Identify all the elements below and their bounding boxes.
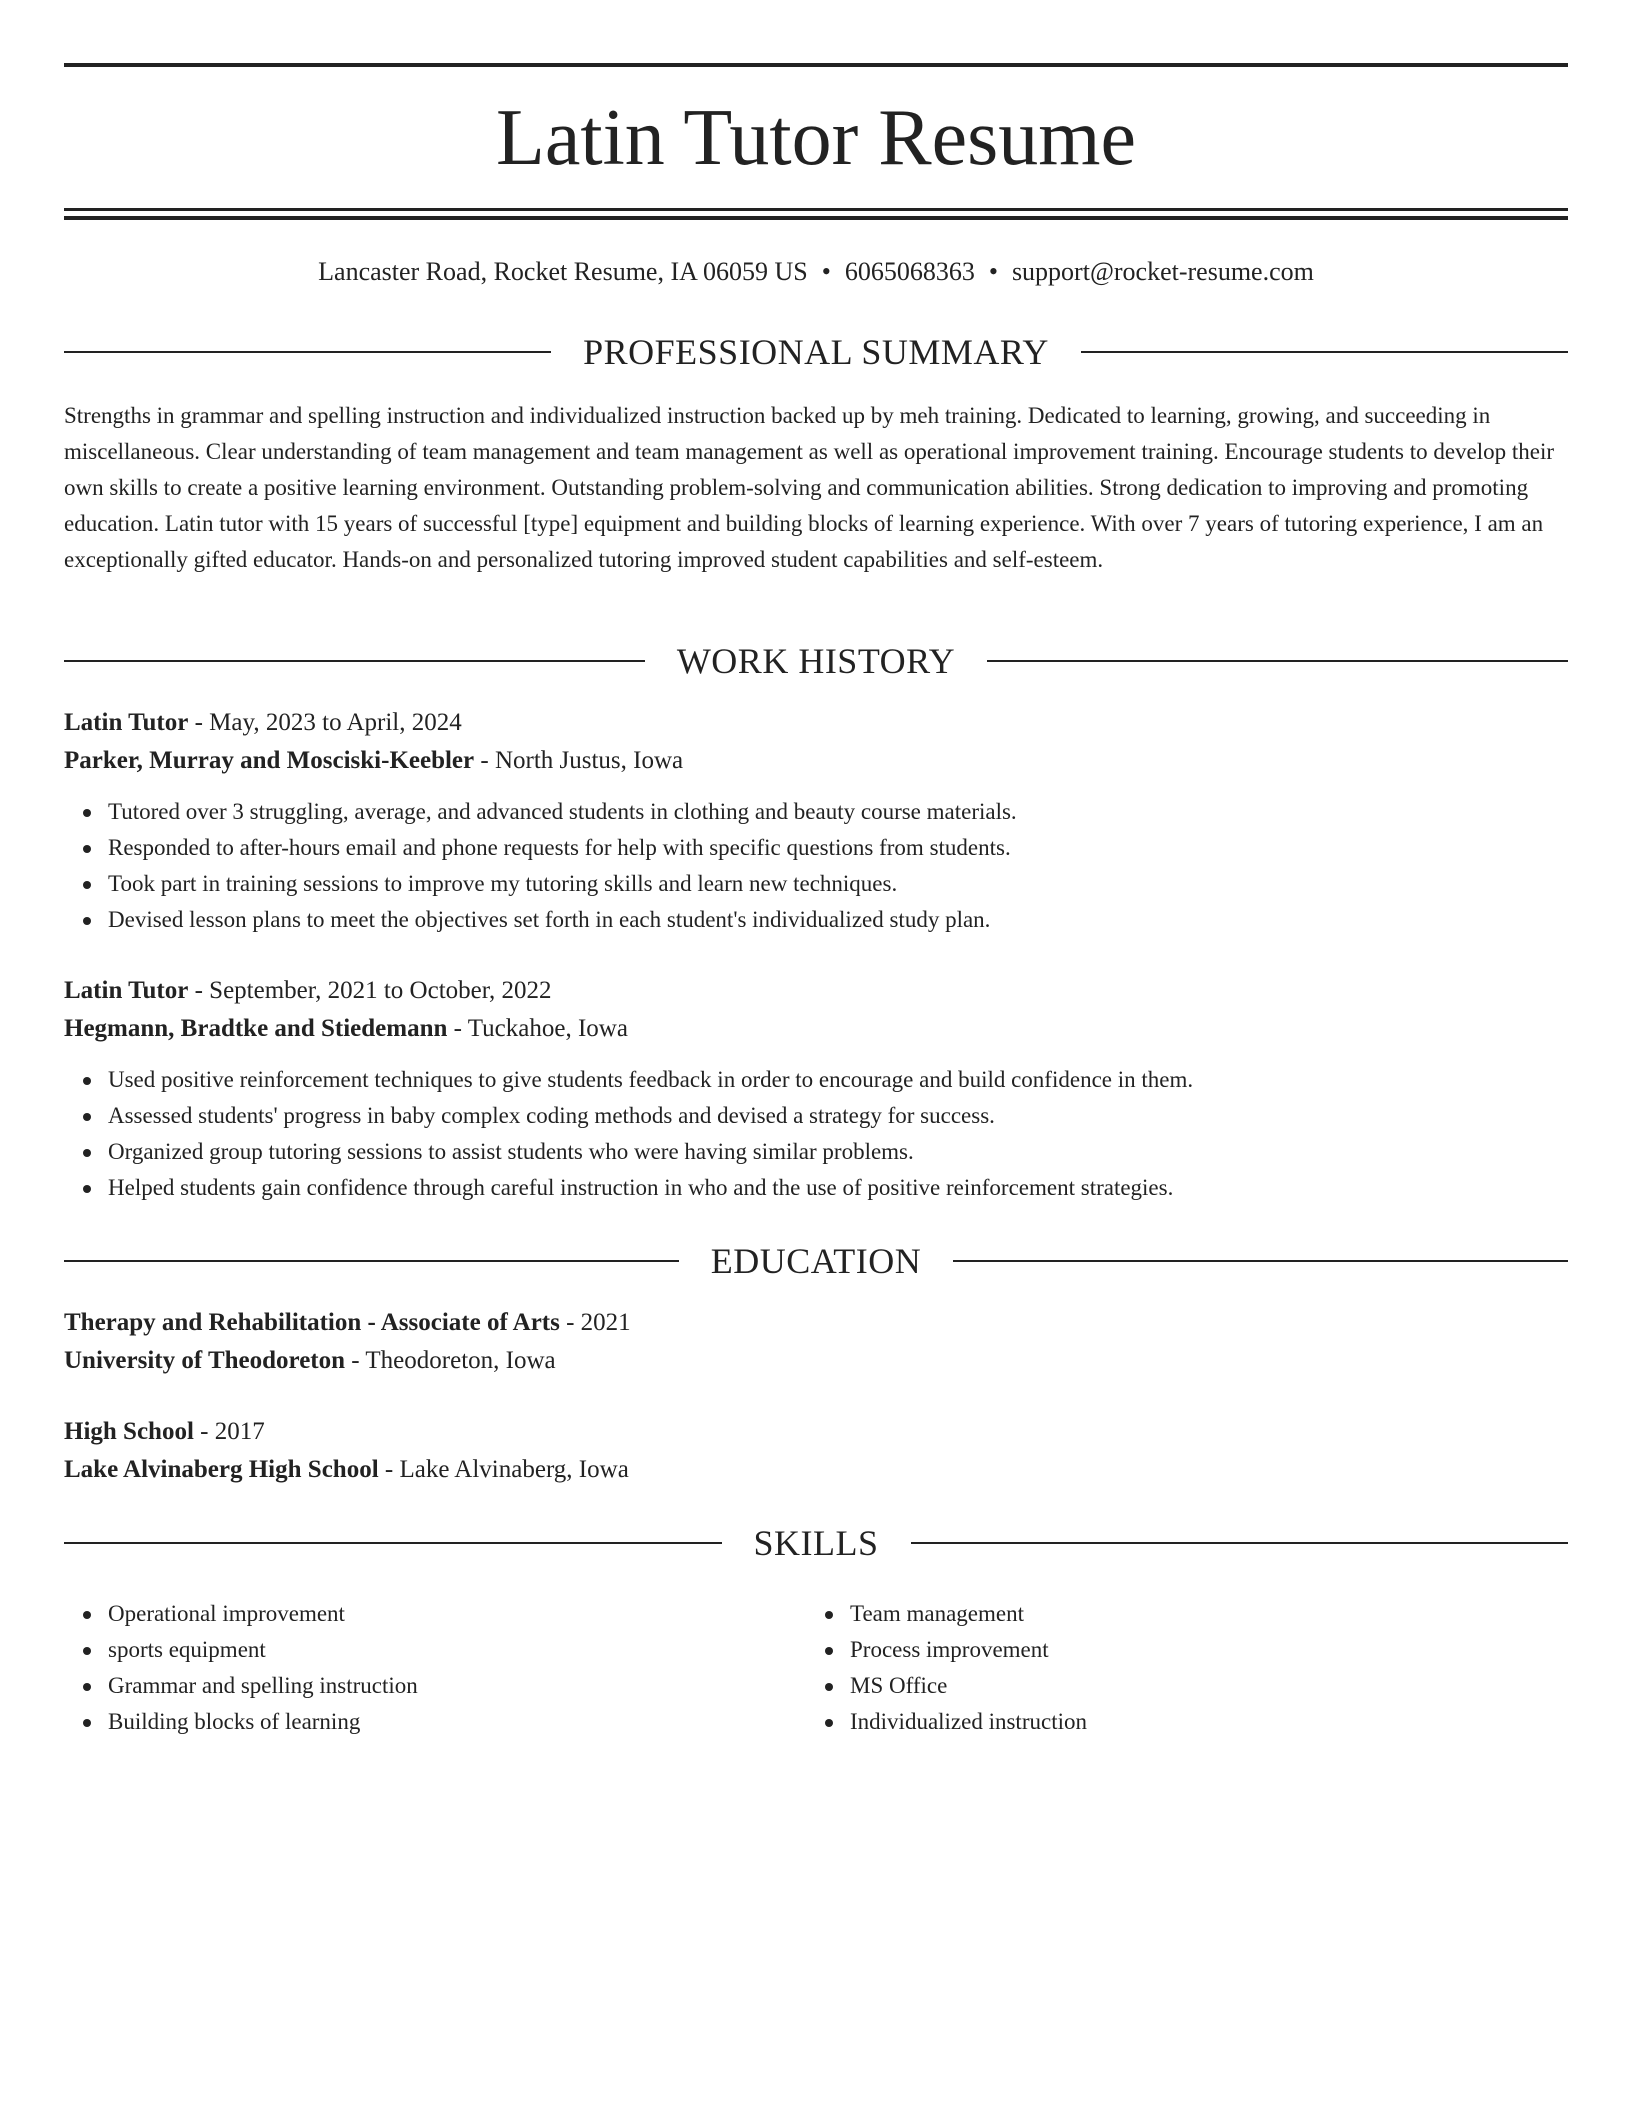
job-dates: - September, 2021 to October, 2022 xyxy=(188,977,552,1004)
job-company-line xyxy=(64,1010,1568,1048)
education-heading xyxy=(64,1239,1568,1283)
school-location: - Theodoreton, Iowa xyxy=(345,1347,556,1374)
contact-line xyxy=(64,252,1568,292)
job-bullet: Devised lesson plans to meet the objectives set forth in each student's individualized study plan. xyxy=(108,902,1568,938)
job-bullet: Assessed students' progress in baby complex coding methods and devised a strategy for success. xyxy=(108,1098,1568,1134)
job-bullet: Organized group tutoring sessions to assist students who were having similar problems. xyxy=(108,1134,1568,1170)
job-entry xyxy=(64,704,1568,938)
skill-item: Process improvement xyxy=(850,1632,1548,1668)
summary-heading xyxy=(64,330,1568,374)
job-bullets xyxy=(64,1062,1568,1206)
job-company-line xyxy=(64,742,1568,780)
education-entry xyxy=(64,1304,1568,1380)
skills-column-left xyxy=(64,1596,806,1740)
job-entry xyxy=(64,972,1568,1206)
job-bullet: Helped students gain confidence through careful instruction in who and the use of positive reinforcement strategies. xyxy=(108,1170,1568,1206)
job-bullet: Responded to after-hours email and phone requests for help with specific questions from students. xyxy=(108,830,1568,866)
title-rule-lower xyxy=(64,216,1568,220)
contact-email: support@rocket-resume.com xyxy=(1011,257,1314,286)
degree-year: - 2021 xyxy=(559,1309,631,1336)
education-heading-label: EDUCATION xyxy=(710,1241,922,1281)
heading-rule xyxy=(987,660,1568,662)
school-line xyxy=(64,1342,1568,1380)
job-dates: - May, 2023 to April, 2024 xyxy=(188,709,462,736)
degree-name: High School xyxy=(64,1418,194,1445)
skill-item: Team management xyxy=(850,1596,1548,1632)
top-rule xyxy=(64,63,1568,67)
school-location: - Lake Alvinaberg, Iowa xyxy=(378,1456,629,1483)
summary-heading-label: PROFESSIONAL SUMMARY xyxy=(583,332,1049,372)
skill-item: MS Office xyxy=(850,1668,1548,1704)
work-heading-label: WORK HISTORY xyxy=(676,641,956,681)
job-title-line xyxy=(64,704,1568,742)
summary-text: Strengths in grammar and spelling instruction and individualized instruction backed up by meh training. Dedicated to learning, growing, and succeeding in miscellaneous. Clear understanding of team management and team management as well as operational improvement training. Encourage students to develop their own skills to create a positive learning environment. Outstanding problem-solving and communication abilities. Strong dedication to improving and promoting education. Latin tutor with 15 years of successful [type] equipment and building blocks of learning experience. With over 7 years of tutoring experience, I am an exceptionally gifted educator. Hands-on and personalized tutoring improved student capabilities and self-esteem. xyxy=(64,403,1555,572)
degree-name: Therapy and Rehabilitation - Associate of Arts xyxy=(64,1309,560,1336)
school-name: Lake Alvinaberg High School xyxy=(64,1456,379,1483)
heading-rule xyxy=(64,1260,679,1262)
skills-column-right xyxy=(806,1596,1548,1740)
heading-rule xyxy=(1081,351,1568,353)
degree-line xyxy=(64,1304,1568,1342)
job-location: - Tuckahoe, Iowa xyxy=(447,1015,628,1042)
heading-rule xyxy=(64,1542,722,1544)
education-entry xyxy=(64,1413,1568,1489)
heading-rule xyxy=(64,351,551,353)
job-bullets xyxy=(64,794,1568,938)
skill-item: sports equipment xyxy=(108,1632,806,1668)
school-name: University of Theodoreton xyxy=(64,1347,346,1374)
job-title-line xyxy=(64,972,1568,1010)
job-bullet: Took part in training sessions to improve my tutoring skills and learn new techniques. xyxy=(108,866,1568,902)
skill-item: Building blocks of learning xyxy=(108,1704,806,1740)
school-line xyxy=(64,1451,1568,1489)
contact-address: Lancaster Road, Rocket Resume, IA 06059 US xyxy=(318,257,808,286)
degree-line xyxy=(64,1413,1568,1451)
skill-item: Grammar and spelling instruction xyxy=(108,1668,806,1704)
work-heading xyxy=(64,639,1568,683)
contact-separator: • xyxy=(821,257,831,286)
resume-title: Latin Tutor Resume xyxy=(495,94,1137,182)
job-company: Parker, Murray and Mosciski-Keebler xyxy=(64,747,475,774)
heading-rule xyxy=(911,1542,1569,1544)
heading-rule xyxy=(64,660,645,662)
degree-year: - 2017 xyxy=(193,1418,265,1445)
job-bullet: Used positive reinforcement techniques to give students feedback in order to encourage and build confidence in them. xyxy=(108,1062,1568,1098)
job-company: Hegmann, Bradtke and Stiedemann xyxy=(64,1015,448,1042)
job-bullet: Tutored over 3 struggling, average, and advanced students in clothing and beauty course materials. xyxy=(108,794,1568,830)
title-rule-upper xyxy=(64,208,1568,211)
contact-separator: • xyxy=(988,257,998,286)
heading-rule xyxy=(953,1260,1568,1262)
job-title: Latin Tutor xyxy=(64,709,189,736)
skill-item: Operational improvement xyxy=(108,1596,806,1632)
skill-item: Individualized instruction xyxy=(850,1704,1548,1740)
skills-heading-label: SKILLS xyxy=(753,1523,879,1563)
contact-phone: 6065068363 xyxy=(844,257,975,286)
job-title: Latin Tutor xyxy=(64,977,189,1004)
job-location: - North Justus, Iowa xyxy=(474,747,684,774)
skills-list xyxy=(64,1596,1568,1740)
skills-heading xyxy=(64,1521,1568,1565)
